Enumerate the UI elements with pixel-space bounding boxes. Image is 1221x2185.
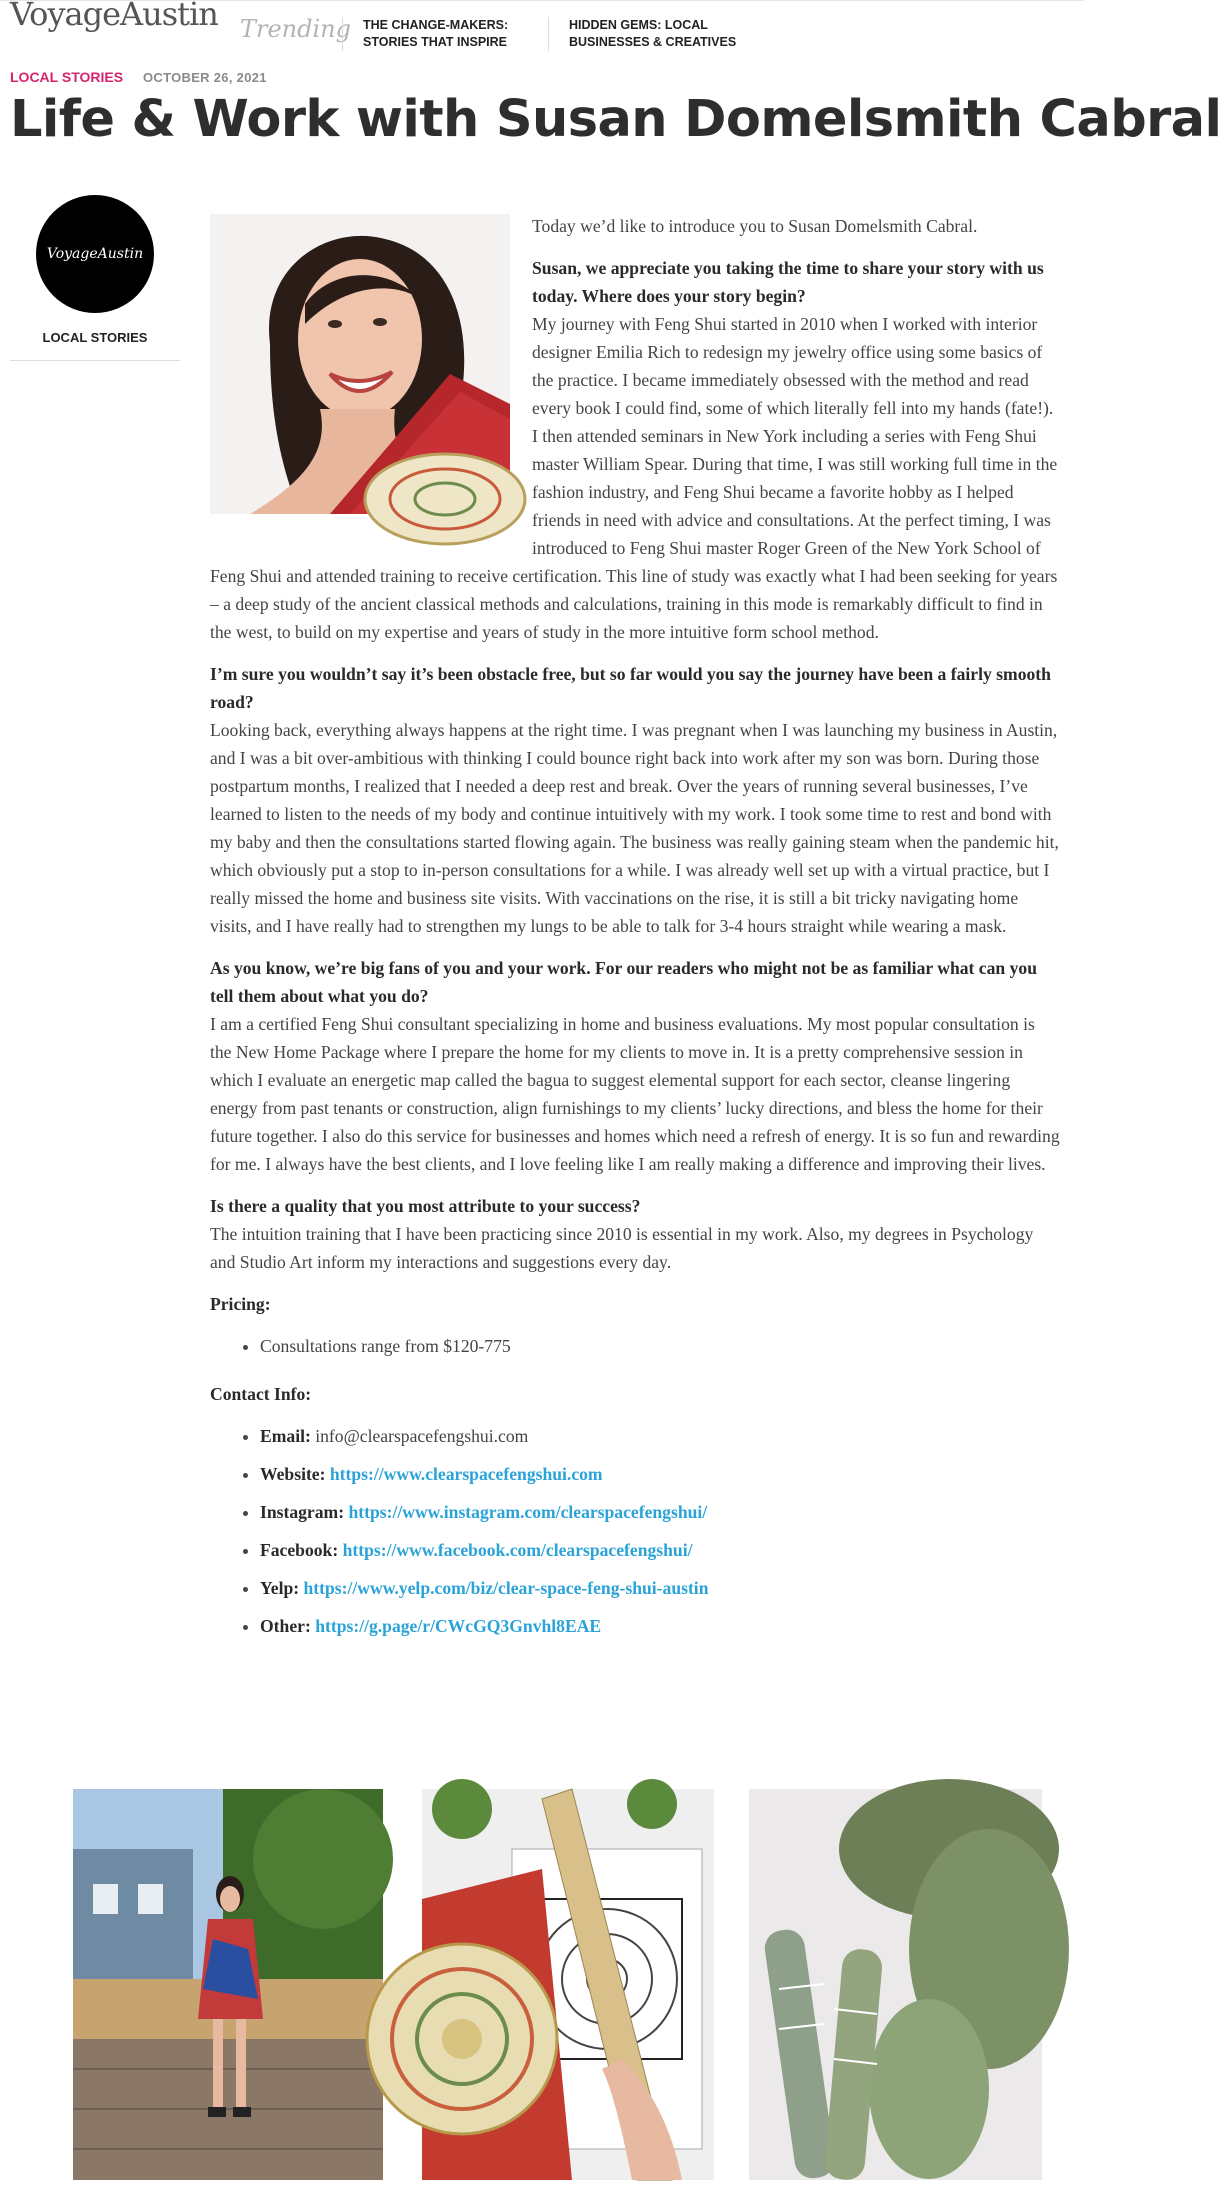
article-body xyxy=(210,212,1060,1660)
answer-3: I am a certified Feng Shui consultant specializing in home and business evaluations. My most popular consultation is the New Home Package where I prepare the home for my clients to move in. It is a pretty comprehensive session in which I evaluate an energetic map called the bagua to suggest elemental support for each sector, cleanse lingering energy from past tenants or construction, align furnishings to my clients’ lucky directions, and bless the home for their future together. I also do this service for businesses and homes which need a refresh of energy. It is so fun and rewarding for me. I always have the best clients, and I love feeling like I am really making a difference and improving their lives. xyxy=(210,1014,1060,1174)
sidebar-divider xyxy=(10,360,180,361)
contact-yelp xyxy=(260,1574,1060,1602)
qa-block-4 xyxy=(210,1192,1060,1276)
other-link[interactable]: https://g.page/r/CWcGQ3Gnvhl8EAE xyxy=(315,1616,602,1636)
intro-paragraph: Today we’d like to introduce you to Susan Domelsmith Cabral. xyxy=(532,216,978,236)
answer-4: The intuition training that I have been practicing since 2010 is essential in my work. Also, my degrees in Psychology and Studio Art inform my interactions and suggestions every day. xyxy=(210,1224,1034,1272)
page-title: Life & Work with Susan Domelsmith Cabral xyxy=(10,90,1221,149)
facebook-link[interactable]: https://www.facebook.com/clearspacefengshui/ xyxy=(342,1540,693,1560)
contact-label: Email: xyxy=(260,1426,311,1446)
site-logo[interactable]: VoyageAustin xyxy=(10,0,218,33)
post-date: OCTOBER 26, 2021 xyxy=(143,70,267,85)
instagram-link[interactable]: https://www.instagram.com/clearspacefengshui/ xyxy=(348,1502,708,1522)
site-header xyxy=(0,0,1084,53)
pricing-heading: Pricing: xyxy=(210,1294,271,1314)
contact-website xyxy=(260,1460,1060,1488)
pricing-list xyxy=(210,1332,1060,1360)
contact-label: Website: xyxy=(260,1464,326,1484)
sidebar-logo[interactable] xyxy=(36,195,154,313)
gallery-image-compass[interactable] xyxy=(422,1789,714,2180)
sidebar-logo-text: VoyageAustin xyxy=(46,246,144,262)
category-link[interactable]: LOCAL STORIES xyxy=(10,69,124,85)
contact-list xyxy=(210,1422,1060,1640)
nav-link-hidden-gems[interactable]: HIDDEN GEMS: LOCAL BUSINESSES & CREATIVES xyxy=(548,17,789,51)
sidebar-category-label[interactable]: LOCAL STORIES xyxy=(42,330,148,345)
qa-block-2 xyxy=(210,660,1060,940)
contact-label: Other: xyxy=(260,1616,311,1636)
contact-facebook xyxy=(260,1536,1060,1564)
contact-instagram xyxy=(260,1498,1060,1526)
contact-email xyxy=(260,1422,1060,1450)
contact-label: Instagram: xyxy=(260,1502,345,1522)
gallery-image-sage[interactable] xyxy=(749,1789,1042,2180)
pricing-item: • Consultations range from $120-775 xyxy=(260,1332,1060,1360)
image-float-spacer xyxy=(210,212,510,552)
yelp-link[interactable]: https://www.yelp.com/biz/clear-space-feng-shui-austin xyxy=(303,1578,709,1598)
contact-label: Facebook: xyxy=(260,1540,339,1560)
contact-label: Yelp: xyxy=(260,1578,300,1598)
contact-other xyxy=(260,1612,1060,1640)
question-1: Susan, we appreciate you taking the time to share your story with us today. Where does your story begin? xyxy=(532,258,1044,306)
question-3: As you know, we’re big fans of you and your work. For our readers who might not be as familiar what can you tell them about what you do? xyxy=(210,958,1037,1006)
answer-2: Looking back, everything always happens at the right time. I was pregnant when I was launching my business in Austin, and I was a bit over-ambitious with thinking I could bounce right back into work after my son was born. During those postpartum months, I realized that I needed a deep rest and break. Over the years of running several businesses, I’ve learned to listen to the needs of my body and continue intuitively with my work. I took some time to rest and bond with my baby and then the consultations started flowing again. The business was really gaining steam when the pandemic hit, which obviously put a stop to in-person consultations for a while. I was already well set up with a virtual practice, but I really missed the home and business site visits. With vaccinations on the rise, it is still a bit tricky navigating home visits, and I have really had to strengthen my lungs to be able to talk for 3-4 hours straight while wearing a mask. xyxy=(210,720,1059,936)
question-2: I’m sure you wouldn’t say it’s been obstacle free, but so far would you say the journey have been a fairly smooth road? xyxy=(210,664,1051,712)
trending-label: Trending xyxy=(240,15,351,43)
answer-1: My journey with Feng Shui started in 2010 when I worked with interior designer Emilia Rich to redesign my jewelry office using some basics of the practice. I became immediately obsessed with the method and read every book I could find, some of which literally fell into my hands (fate!). I then attended seminars in New York including a series with Feng Shui master William Spear. During that time, I was still working full time in the fashion industry, and Feng Shui became a favorite hobby as I helped friends in need with advice and consultations. At the perfect timing, I was introduced to Feng Shui master Roger Green of the New York School of Feng Shui and attended training to receive certification. This line of study was exactly what I had been seeking for years – a deep study of the ancient classical methods and calculations, training in this mode is remarkably difficult to find in the west, to build on my expertise and years of study in the more intuitive form school method. xyxy=(210,314,1058,642)
email-value: info@clearspacefengshui.com xyxy=(315,1426,529,1446)
website-link[interactable]: https://www.clearspacefengshui.com xyxy=(329,1464,603,1484)
question-4: Is there a quality that you most attribute to your success? xyxy=(210,1196,641,1216)
nav-link-change-makers[interactable]: THE CHANGE-MAKERS: STORIES THAT INSPIRE xyxy=(342,17,533,51)
contact-heading: Contact Info: xyxy=(210,1384,312,1404)
qa-block-3 xyxy=(210,954,1060,1178)
gallery-image-deck[interactable] xyxy=(73,1789,383,2180)
